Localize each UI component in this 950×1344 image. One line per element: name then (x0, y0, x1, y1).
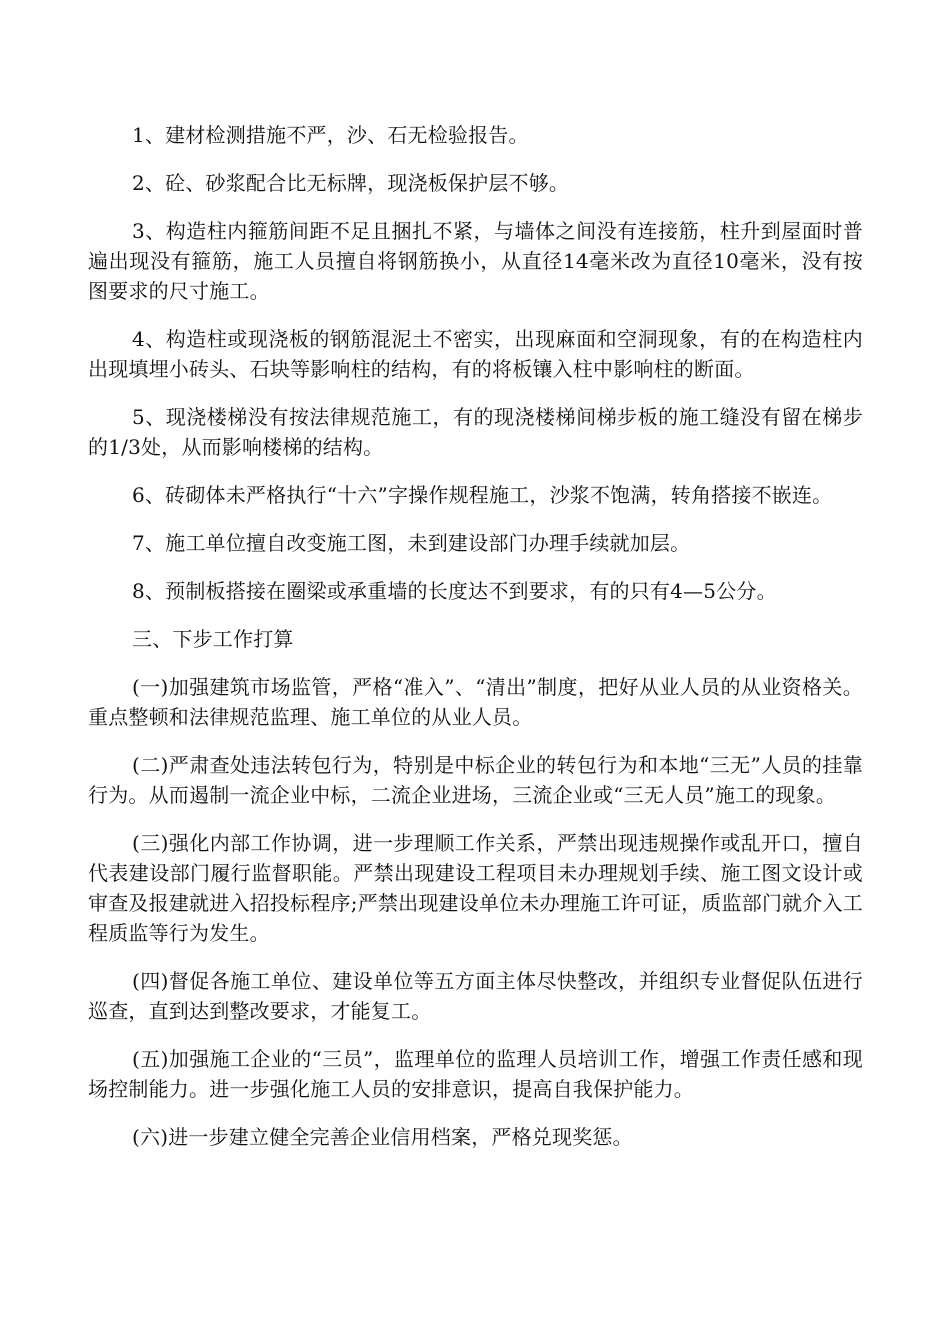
paragraph-1: 1、建材检测措施不严，沙、石无检验报告。 (132, 123, 529, 147)
plan-item-2: (二)严肃查处违法转包行为，特别是中标企业的转包行为和本地“三无”人员的挂靠行为。从而遏制一流企业中标，二流企业进场，三流企业或“三无人员”施工的现象。 (88, 753, 863, 807)
plan-item-4: (四)督促各施工单位、建设单位等五方面主体尽快整改，并组织专业督促队伍进行巡查，直到达到整改要求，才能复工。 (88, 969, 863, 1023)
paragraph-5: 5、现浇楼梯没有按法律规范施工，有的现浇楼梯间梯步板的施工缝没有留在梯步的1/3处，从而影响楼梯的结构。 (88, 405, 863, 459)
plan-item-5: (五)加强施工企业的“三员”，监理单位的监理人员培训工作，增强工作责任感和现场控制能力。进一步强化施工人员的安排意识，提高自我保护能力。 (88, 1047, 863, 1101)
document-body (88, 120, 863, 1170)
paragraph-3: 3、构造柱内箍筋间距不足且捆扎不紧，与墙体之间没有连接筋，柱升到屋面时普遍出现没有箍筋，施工人员擅自将钢筋换小，从直径14毫米改为直径10毫米，没有按图要求的尺寸施工。 (88, 219, 863, 303)
paragraph-2: 2、砼、砂浆配合比无标牌，现浇板保护层不够。 (132, 171, 570, 195)
plan-item-6: (六)进一步建立健全完善企业信用档案，严格兑现奖惩。 (132, 1125, 633, 1149)
paragraph-8: 8、预制板搭接在圈梁或承重墙的长度达不到要求，有的只有4—5公分。 (132, 579, 777, 603)
plan-item-1: (一)加强建筑市场监管，严格“准入”、“清出”制度，把好从业人员的从业资格关。重点整顿和法律规范监理、施工单位的从业人员。 (88, 675, 863, 729)
section-heading: 三、下步工作打算 (132, 627, 294, 651)
paragraph-4: 4、构造柱或现浇板的钢筋混泥土不密实，出现麻面和空洞现象，有的在构造柱内出现填埋小砖头、石块等影响柱的结构，有的将板镶入柱中影响柱的断面。 (88, 327, 863, 381)
plan-item-3: (三)强化内部工作协调，进一步理顺工作关系，严禁出现违规操作或乱开口，擅自代表建设部门履行监督职能。严禁出现建设工程项目未办理规划手续、施工图文设计或审查及报建就进入招投标程序;严禁出现建设单位未办理施工许可证，质监部门就介入工程质监等行为发生。 (88, 831, 863, 945)
paragraph-7: 7、施工单位擅自改变施工图，未到建设部门办理手续就加层。 (132, 531, 691, 555)
paragraph-6: 6、砖砌体未严格执行“十六”字操作规程施工，沙浆不饱满，转角搭接不嵌连。 (132, 483, 833, 507)
